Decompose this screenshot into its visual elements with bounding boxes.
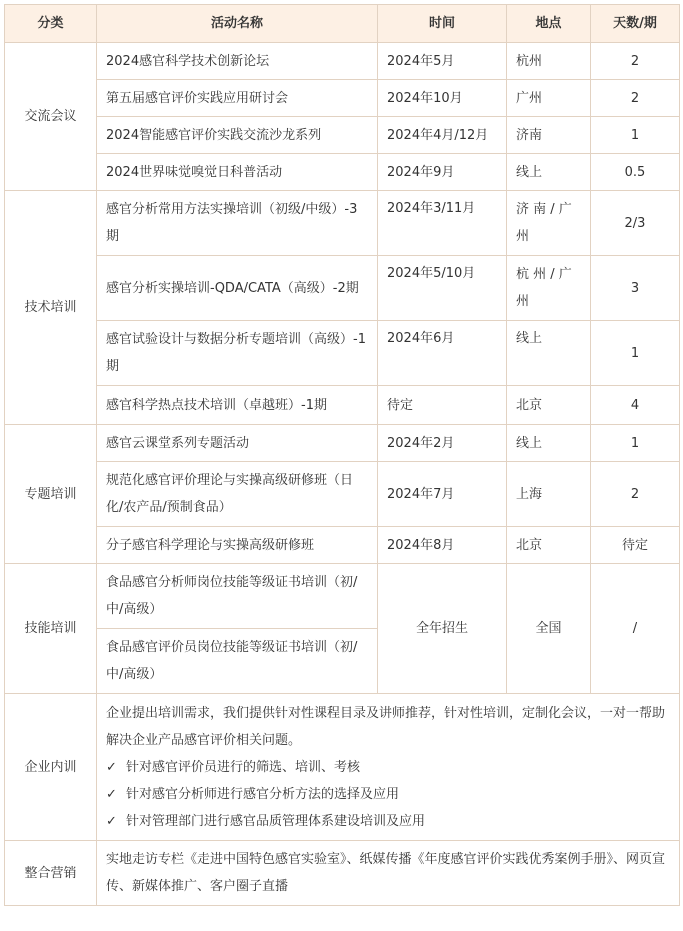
activity-days: 2 <box>591 80 680 117</box>
list-item-text: 针对感官评价员进行的筛选、培训、考核 <box>126 759 361 775</box>
table-row <box>5 564 680 629</box>
activity-time: 2024年5/10月 <box>378 256 507 321</box>
activity-time: 2024年9月 <box>378 154 507 191</box>
marketing-description: 实地走访专栏《走进中国特色感官实验室》、纸媒传播《年度感官评价实践优秀案例手册》、网页宣传、新媒体推广、客户圈子直播 <box>97 841 680 906</box>
check-icon: ✓ <box>106 813 117 829</box>
activity-days: 2 <box>591 43 680 80</box>
activity-name: 规范化感官评价理论与实操高级研修班（日化/农产品/预制食品） <box>97 462 378 527</box>
activity-name: 感官分析实操培训-QDA/CATA（高级）-2期 <box>97 256 378 321</box>
header-category: 分类 <box>5 5 97 43</box>
list-item <box>106 808 670 835</box>
header-days: 天数/期 <box>591 5 680 43</box>
activity-time: 2024年10月 <box>378 80 507 117</box>
activity-days: 待定 <box>591 527 680 564</box>
list-item <box>106 781 670 808</box>
table-row <box>5 191 680 256</box>
activity-place: 北京 <box>507 386 591 425</box>
activity-days: 2/3 <box>591 191 680 256</box>
table-row <box>5 117 680 154</box>
activity-place: 济南 <box>507 117 591 154</box>
activity-days: 2 <box>591 462 680 527</box>
activity-name: 2024感官科学技术创新论坛 <box>97 43 378 80</box>
category-cell: 整合营销 <box>5 841 97 906</box>
activity-name: 食品感官评价员岗位技能等级证书培训（初/中/高级） <box>97 629 378 694</box>
table-row <box>5 841 680 906</box>
activity-name: 2024智能感官评价实践交流沙龙系列 <box>97 117 378 154</box>
activity-place: 线上 <box>507 425 591 462</box>
table-row <box>5 321 680 386</box>
activity-name: 感官分析常用方法实操培训（初级/中级）-3期 <box>97 191 378 256</box>
table-row <box>5 527 680 564</box>
table-row <box>5 386 680 425</box>
activity-place: 广州 <box>507 80 591 117</box>
list-item <box>106 754 670 781</box>
table-row <box>5 43 680 80</box>
activity-name: 感官试验设计与数据分析专题培训（高级）-1期 <box>97 321 378 386</box>
activity-place: 线上 <box>507 154 591 191</box>
activity-name: 食品感官分析师岗位技能等级证书培训（初/中/高级） <box>97 564 378 629</box>
table-row <box>5 256 680 321</box>
category-cell: 专题培训 <box>5 425 97 564</box>
category-cell: 企业内训 <box>5 694 97 841</box>
category-cell: 交流会议 <box>5 43 97 191</box>
activity-time: 2024年8月 <box>378 527 507 564</box>
table-row <box>5 80 680 117</box>
activity-days: 1 <box>591 425 680 462</box>
activity-days: 1 <box>591 321 680 386</box>
activity-time: 待定 <box>378 386 507 425</box>
activity-time: 2024年3/11月 <box>378 191 507 256</box>
activity-place: 杭 州 / 广州 <box>507 256 591 321</box>
activity-name: 分子感官科学理论与实操高级研修班 <box>97 527 378 564</box>
list-item-text: 针对管理部门进行感官品质管理体系建设培训及应用 <box>126 813 426 829</box>
inhouse-description <box>97 694 680 841</box>
header-time: 时间 <box>378 5 507 43</box>
table-row <box>5 425 680 462</box>
activity-time: 2024年4月/12月 <box>378 117 507 154</box>
activity-place: 济 南 / 广州 <box>507 191 591 256</box>
activity-place: 线上 <box>507 321 591 386</box>
header-activity-name: 活动名称 <box>97 5 378 43</box>
activity-days: / <box>591 564 680 694</box>
activity-place: 北京 <box>507 527 591 564</box>
check-icon: ✓ <box>106 786 117 802</box>
activity-days: 0.5 <box>591 154 680 191</box>
activity-table-container <box>4 4 679 925</box>
activity-place: 全国 <box>507 564 591 694</box>
activity-place: 杭州 <box>507 43 591 80</box>
table-row <box>5 694 680 841</box>
activity-time: 2024年6月 <box>378 321 507 386</box>
inhouse-intro: 企业提出培训需求，我们提供针对性课程目录及讲师推荐，针对性培训，定制化会议，一对一帮助解决企业产品感官评价相关问题。 <box>106 705 666 748</box>
list-item-text: 针对感官分析师进行感官分析方法的选择及应用 <box>126 786 400 802</box>
activity-name: 感官云课堂系列专题活动 <box>97 425 378 462</box>
activity-place: 上海 <box>507 462 591 527</box>
header-place: 地点 <box>507 5 591 43</box>
header-row <box>5 5 680 43</box>
table-row <box>5 462 680 527</box>
activity-days: 3 <box>591 256 680 321</box>
activity-time: 2024年5月 <box>378 43 507 80</box>
activity-name: 感官科学热点技术培训（卓越班）-1期 <box>97 386 378 425</box>
activity-time: 2024年2月 <box>378 425 507 462</box>
category-cell: 技术培训 <box>5 191 97 425</box>
check-icon: ✓ <box>106 759 117 775</box>
category-cell: 技能培训 <box>5 564 97 694</box>
activity-table <box>4 4 680 906</box>
activity-time: 2024年7月 <box>378 462 507 527</box>
table-row <box>5 154 680 191</box>
activity-name: 2024世界味觉嗅觉日科普活动 <box>97 154 378 191</box>
activity-time: 全年招生 <box>378 564 507 694</box>
activity-name: 第五届感官评价实践应用研讨会 <box>97 80 378 117</box>
activity-days: 4 <box>591 386 680 425</box>
activity-days: 1 <box>591 117 680 154</box>
